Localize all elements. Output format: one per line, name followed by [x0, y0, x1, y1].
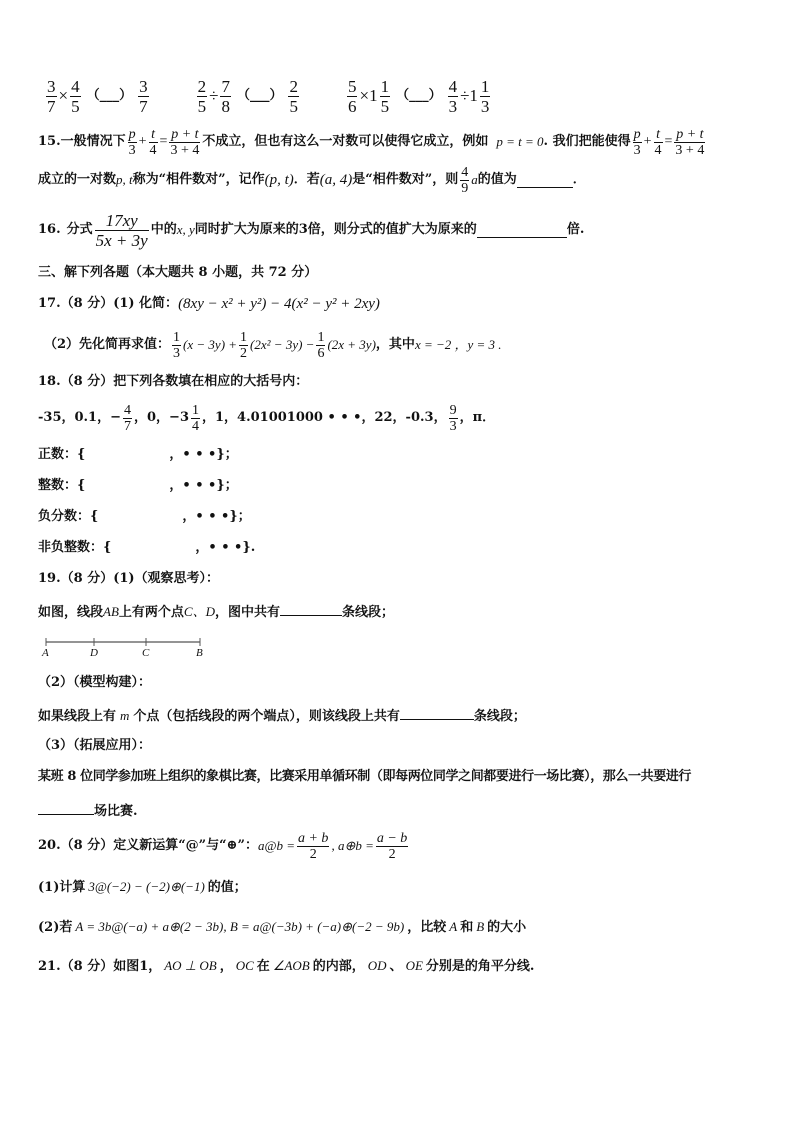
question-16: 16. 分式 $\frac{17xy}{5x + 3y}$ 中的 x, y 同时扩大为原来的3倍，则分式的值扩大为原来的 倍.: [38, 210, 585, 250]
question-18-line1: 18.（8 分）把下列各数填在相应的大括号内：: [38, 374, 309, 389]
point-label-c: C: [142, 647, 150, 659]
question-21: 21.（8 分）如图1， AO ⊥ OB ， OC 在 ∠AOB 的内部， OD 、 OE 分别是的角平分线.: [38, 958, 535, 974]
fraction: $\frac{1}{6}$: [317, 329, 325, 361]
fraction: $\frac{1}{3}$: [173, 329, 181, 361]
set-negative-fraction: 负分数：{ ，• • •}；: [38, 509, 251, 524]
answer-blank[interactable]: [38, 800, 94, 815]
question-18-numbers: -35，0.1，− $\frac{4}{7}$ ，0，−3 $\frac{1}{4}$ ，1，4.01001000 • • •，22，-0.3， $\frac{9}{3}$ ，π．: [38, 402, 496, 434]
fraction: $\frac{p}{3}$: [128, 126, 136, 158]
question-19-line1: 19.（8 分）(1)（观察思考）：: [38, 571, 220, 586]
question-15-line1: 15. 一般情况下 $\frac{p}{3}$ + $\frac{t}{4}$ = $\frac{p + t}{3 + 4}$ 不成立，但也有这么一对数可以使得它成立，例如 p = t = 0 . 我们把能使得 $\frac{p}{3}$ + $\frac{t}{4}$ = $\frac{p + t}{3 + 4}$: [38, 126, 705, 158]
fraction: $\frac{3}{7}$: [47, 76, 56, 116]
fraction: $\frac{p + t}{3 + 4}$: [170, 126, 200, 158]
fraction: $\frac{t}{4}$: [149, 126, 157, 158]
fraction: $\frac{3}{7}$: [139, 76, 148, 116]
segment-figure: [38, 634, 218, 664]
fraction: $\frac{1}{3}$: [480, 76, 490, 116]
question-20-part1: (1)计算 3@(−2) − (−2)⊕(−1) 的值；: [38, 879, 247, 895]
set-nonnegative-integer: 非负整数：{ ，• • •}.: [38, 540, 256, 555]
answer-blank[interactable]: （___）: [396, 88, 442, 103]
question-15-line2: 成立的一对数 p, t 称为“相件数对”，记作 (p, t) ．若 (a, 4) 是“相件数对”，则 $\frac{4}{9}$ a 的值为 ．: [38, 164, 586, 196]
fraction: $\frac{2}{5}$: [289, 76, 298, 116]
answer-blank[interactable]: （___）: [86, 88, 133, 103]
fraction: $\frac{4}{7}$: [124, 402, 131, 434]
fraction: $\frac{4}{3}$: [448, 76, 458, 116]
question-19-line7: 场比赛.: [38, 800, 138, 821]
question-19-line4: 如果线段上有 m 个点（包括线段的两个端点），则该线段上共有 条线段；: [38, 705, 526, 726]
fraction: $\frac{1}{5}$: [380, 76, 390, 116]
question-19-line2: 如图，线段AB上有两个点C、D，图中共有 条线段；: [38, 601, 394, 622]
fraction: $\frac{p + t}{3 + 4}$: [675, 126, 705, 158]
question-17-line2: （2）先化简再求值： $\frac{1}{3}$ (x − 3y) + $\frac{1}{2}$ (2x² − 3y) − $\frac{1}{6}$ (2x + 3y) ，其中 x = −2 ，y = 3 .: [44, 329, 502, 361]
fraction: $\frac{a + b}{2}$: [297, 830, 329, 862]
question-19-line3: （2）（模型构建）：: [38, 675, 152, 690]
section-heading: 三、解下列各题（本大题共 8 小题，共 72 分）: [38, 265, 318, 280]
question-17-line1: 17.（8 分）(1) 化简： (8xy − x² + y²) − 4(x² − y² + 2xy): [38, 296, 380, 312]
fraction: $\frac{a - b}{2}$: [376, 830, 408, 862]
fraction: $\frac{t}{4}$: [654, 126, 662, 158]
point-label-b: B: [196, 647, 203, 659]
compare-row: $\frac{3}{7}$ × $\frac{4}{5}$ （___） $\frac{3}{7}$ $\frac{2}{5}$ ÷ $\frac{7}{8}$ （___） $\frac{2}{5}$ $\frac{5}{6}$ × 1 $\frac{1}{5}$ （___） $\frac{4}{3}$ ÷ 1 $\frac{1}{3}$: [47, 76, 490, 116]
answer-blank[interactable]: [280, 601, 342, 616]
question-19-line6: 某班 8 位同学参加班上组织的象棋比赛，比赛采用单循环制（即每两位同学之间都要进行一场比赛），那么一共要进行: [38, 769, 691, 784]
answer-blank[interactable]: [400, 705, 474, 720]
fraction: $\frac{9}{3}$: [449, 402, 457, 434]
point-label-a: A: [42, 647, 49, 659]
fraction: $\frac{p}{3}$: [633, 126, 641, 158]
fraction: $\frac{17xy}{5x + 3y}$: [95, 210, 148, 250]
fraction: $\frac{7}{8}$: [221, 76, 230, 116]
fraction: $\frac{4}{9}$: [461, 164, 469, 196]
question-20-part2: (2)若 A = 3b@(−a) + a⊕(2 − 3b), B = a@(−3b) + (−a)⊕(−2 − 9b) ，比较 A 和 B 的大小: [38, 919, 527, 935]
fraction: $\frac{1}{4}$: [191, 402, 199, 434]
answer-blank[interactable]: [477, 223, 567, 238]
answer-blank[interactable]: （___）: [236, 88, 283, 103]
fraction: $\frac{2}{5}$: [197, 76, 207, 116]
question-20-line1: 20.（8 分）定义新运算“@”与“⊕”： a@b = $\frac{a + b}{2}$ , a⊕b = $\frac{a - b}{2}$: [38, 830, 408, 862]
fraction: $\frac{1}{2}$: [240, 329, 248, 361]
question-19-line5: （3）（拓展应用）：: [38, 738, 152, 753]
set-integer: 整数：{ ，• • •}；: [38, 478, 238, 493]
answer-blank[interactable]: [517, 173, 573, 188]
fraction: $\frac{4}{5}$: [71, 76, 80, 116]
set-positive: 正数：{ ，• • •}；: [38, 447, 238, 462]
point-label-d: D: [90, 647, 98, 659]
fraction: $\frac{5}{6}$: [347, 76, 357, 116]
